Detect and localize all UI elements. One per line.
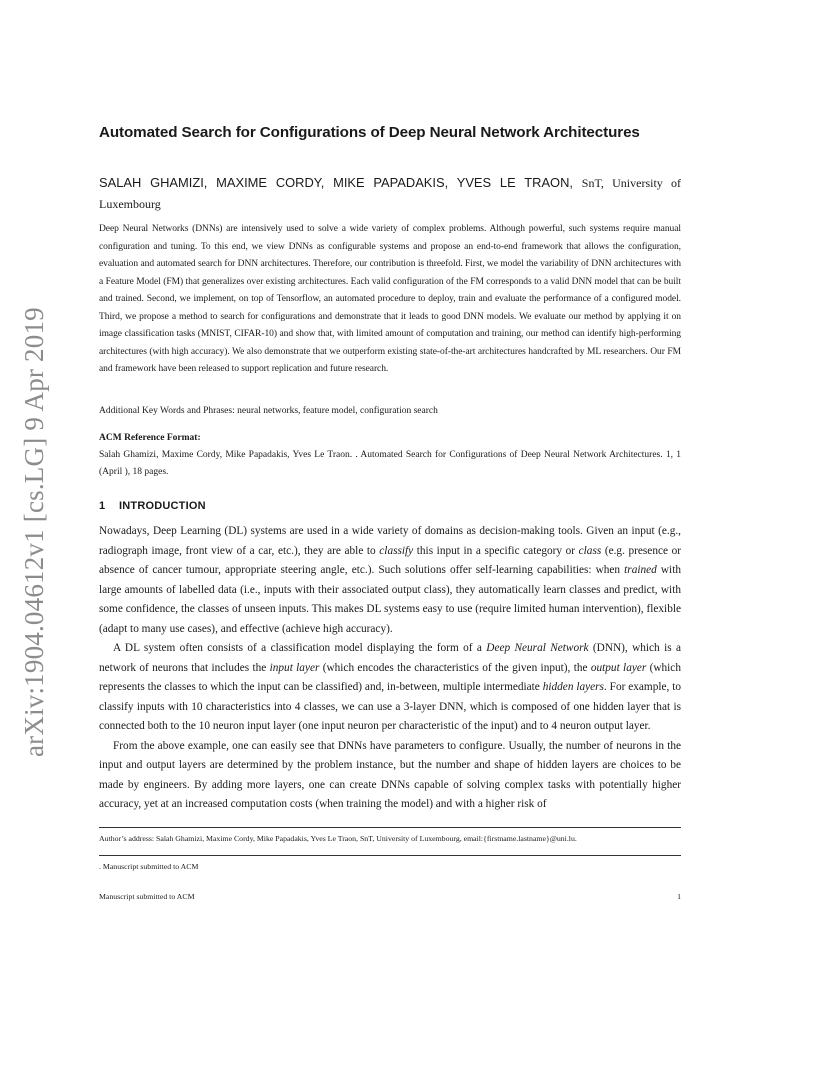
paragraph: A DL system often consists of a classification model displaying the form of a Deep Neural Network (DNN), which is a network of neurons that includes the input layer (which encodes the characteristics of the given input), the output layer (which represents the classes to which the input can be classified) and, in-between, multiple intermediate hidden layers. For example, to classify inputs with 10 characteristics into 4 classes, we can use a 3-layer DNN, which is composed of one hidden layer that is connected both to the 10 neuron input layer (one input neuron per characteristic of the input) and to 4 neuron output layer. <box>99 642 681 732</box>
keywords: Additional Key Words and Phrases: neural networks, feature model, configuration search <box>99 406 438 416</box>
page-number: 1 <box>677 892 681 901</box>
emphasis: classify <box>379 544 414 557</box>
arxiv-watermark: arXiv:1904.04612v1 [cs.LG] 9 Apr 2019 <box>19 307 49 757</box>
acm-reference: Salah Ghamizi, Maxime Cordy, Mike Papadakis, Yves Le Traon. . Automated Search for Configurations of Deep Neural Network Architectures. 1, 1 (April ), 18 pages. <box>99 450 681 477</box>
footnote-rule <box>99 855 681 856</box>
section-heading <box>99 500 681 512</box>
emphasis: input layer <box>269 661 320 674</box>
footnote-address: Author’s address: Salah Ghamizi, Maxime Cordy, Mike Papadakis, Yves Le Traon, SnT, University of Luxembourg, email:{firstname.lastname}@uni.lu. <box>99 834 577 843</box>
section-title: INTRODUCTION <box>119 500 206 512</box>
abstract: Deep Neural Networks (DNNs) are intensively used to solve a wide variety of complex problems. Although powerful, such systems require manual configuration and tuning. To this end, we view DNNs as configurable systems and propose an end-to-end framework that allows the configuration, evaluation and automated search for DNN architectures. Therefore, our contribution is threefold. First, we model the variability of DNN architectures with a Feature Model (FM) that generalizes over existing architectures. Each valid configuration of the FM corresponds to a valid DNN model that can be built and trained. Second, we implement, on top of Tensorflow, an automated procedure to deploy, train and evaluate the performance of a configured model. Third, we propose a method to search for configurations and demonstrate that it leads to good DNN models. We evaluate our method by applying it on image classification tasks (MNIST, CIFAR-10) and show that, with limited amount of computation and training, our method can identify high-performing architectures (with high accuracy). We also demonstrate that we outperform existing state-of-the-art architectures handcrafted by ML researchers. Our FM and framework have been released to support replication and future research. <box>99 224 681 374</box>
footer-text: Manuscript submitted to ACM <box>99 892 195 901</box>
emphasis: trained <box>624 564 657 576</box>
section-body <box>99 522 681 815</box>
footnote-manuscript: . Manuscript submitted to ACM <box>99 862 199 871</box>
emphasis: output layer <box>590 661 647 674</box>
paragraph: From the above example, one can easily see that DNNs have parameters to configure. Usually, the number of neurons in the input and output layers are determined by the problem instance, but the number and shape of hidden layers are choices to be made by engineers. By adding more layers, one can create DNNs capable of solving complex tasks with potentially higher accuracy, yet at an increased computation costs (when training the model) and with a higher risk of <box>99 739 681 810</box>
section-number: 1 <box>99 500 106 512</box>
emphasis: class <box>578 544 602 557</box>
emphasis: Deep Neural Network <box>486 642 589 654</box>
acm-reference-label: ACM Reference Format: <box>99 433 201 443</box>
author-affiliation: SnT, University of Luxembourg <box>99 176 681 211</box>
paper-title: Automated Search for Configurations of Deep Neural Network Architectures <box>99 124 640 141</box>
emphasis: hidden layers <box>542 681 604 693</box>
paragraph: Nowadays, Deep Learning (DL) systems are used in a wide variety of domains as decision-making tools. Given an input (e.g., radiograph image, front view of a car, etc.), they are able to classify this input in a specific category or class (e.g. presence or absence of cancer tumour, appropriate steering angle, etc.). Such solutions offer self-learning capabilities: when trained with large amounts of labelled data (i.e., inputs with their associated output class), they automatically learn classes and predict, with some confidence, the classes of unseen inputs. This makes DL systems easy to use (require limited human intervention), flexible (adapt to many use cases), and effective (achieve high accuracy). <box>99 525 681 635</box>
footnote-rule <box>99 827 681 828</box>
author-names: SALAH GHAMIZI, MAXIME CORDY, MIKE PAPADAKIS, YVES LE TRAON, <box>99 175 573 190</box>
author-block <box>99 173 681 214</box>
